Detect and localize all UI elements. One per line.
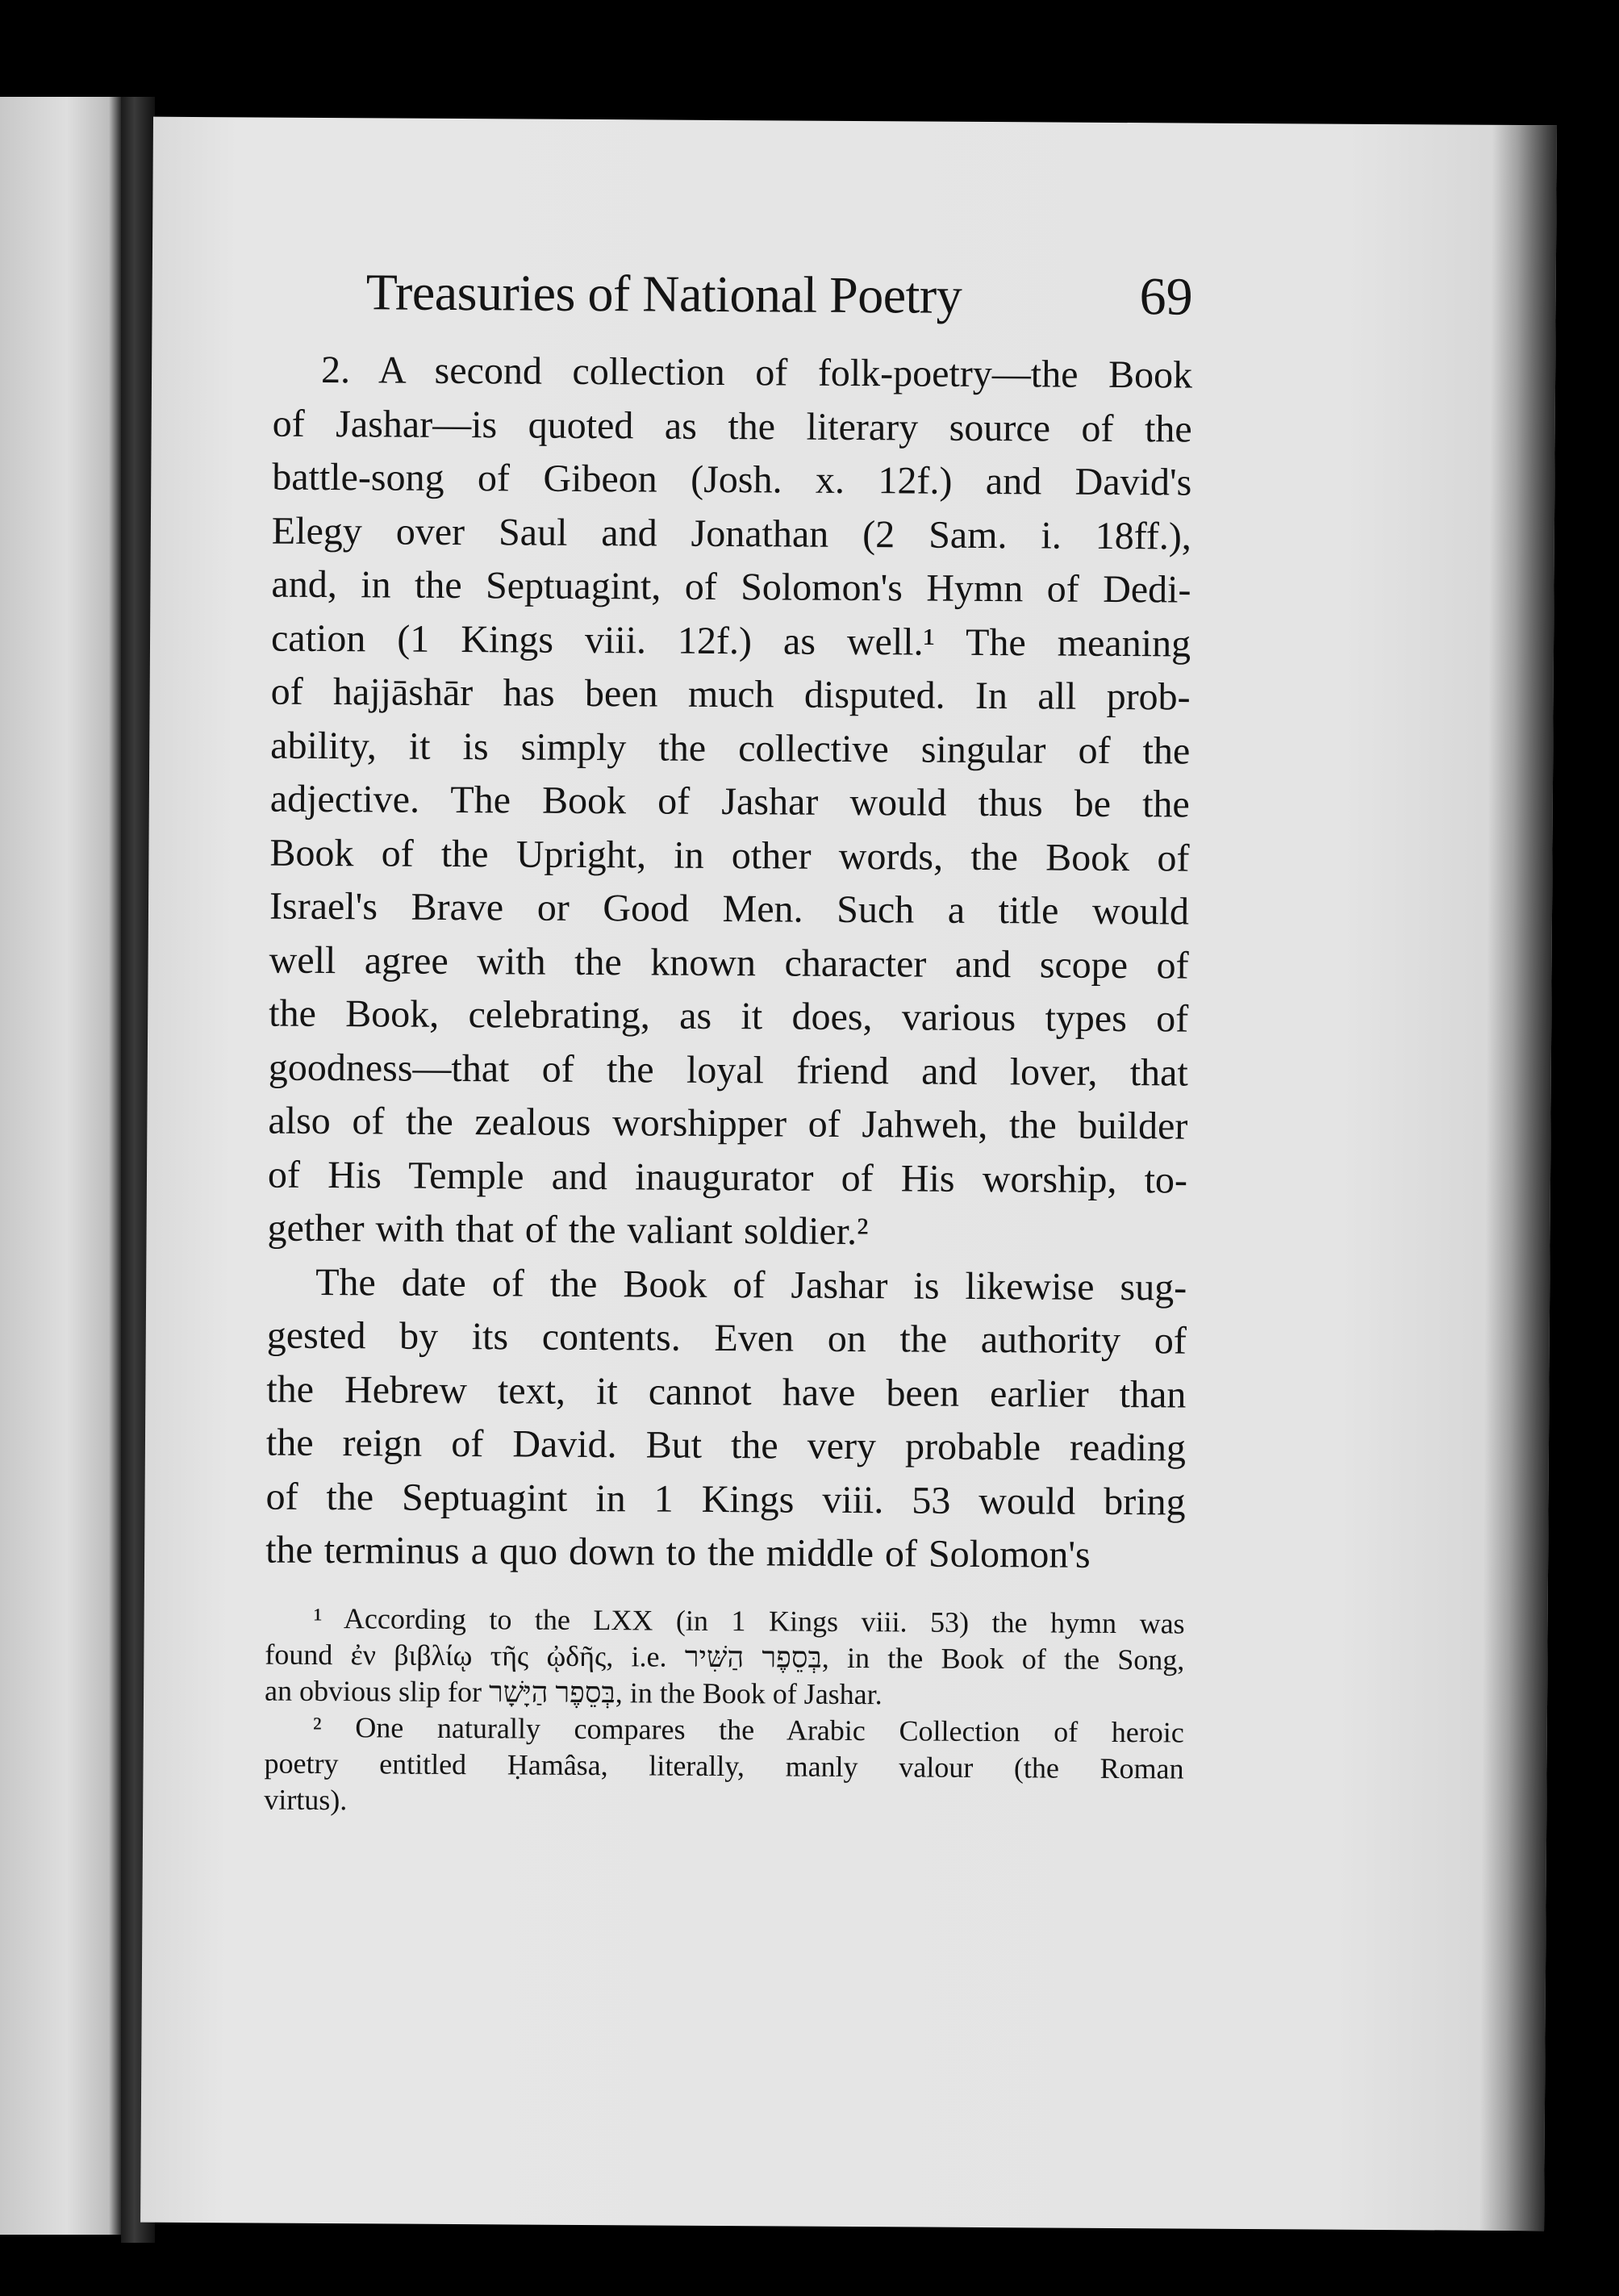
text-line: of hajjāshār has been much disputed. In all prob- [270, 670, 1191, 719]
text-line: the Book, celebrating, as it does, various types of [269, 991, 1189, 1041]
footnote-2 [264, 1709, 1184, 1823]
text-line: battle-song of Gibeon (Josh. x. 12f.) and David's [272, 455, 1192, 504]
book-page [140, 117, 1557, 2231]
text-line: ¹ According to the LXX (in 1 Kings viii. 53) the hymn was [313, 1601, 1185, 1640]
text-line: cation (1 Kings viii. 12f.) as well.¹ The meaning [270, 616, 1191, 666]
facing-page-edge [0, 97, 121, 2235]
text-line: and, in the Septuagint, of Solomon's Hymn of Dedi- [271, 562, 1191, 612]
text-line: Book of the Upright, in other words, the Book of [269, 831, 1190, 880]
text-line: The date of the Book of Jashar is likewise sug- [315, 1260, 1187, 1309]
text-line: found ἐν βιβλίῳ τῆς ᾠδῆς, i.e. בְּסֵפֶר הַשִּׁיר, in the Book of the Song, [265, 1638, 1185, 1676]
text-line: 2. A second collection of folk-poetry—the Book [320, 348, 1193, 397]
paragraph-1 [267, 344, 1192, 1261]
running-title: Treasuries of National Poetry [365, 263, 962, 324]
text-line: the terminus a quo down to the middle of Solomon's [265, 1528, 1091, 1576]
text-line: ability, it is simply the collective singular of the [270, 724, 1191, 773]
text-line: well agree with the known character and scope of [269, 938, 1189, 987]
text-line: gested by its contents. Even on the authority of [266, 1313, 1187, 1363]
page-number: 69 [1139, 267, 1193, 327]
text-line: Elegy over Saul and Jonathan (2 Sam. i. 18ff.), [271, 509, 1192, 558]
text-line: virtus). [264, 1783, 348, 1816]
body-text [265, 344, 1192, 1583]
text-line: goodness—that of the loyal friend and lover, that [268, 1046, 1188, 1095]
footnote-1 [265, 1600, 1185, 1714]
page-shadow [1479, 125, 1557, 2231]
text-line: Israel's Brave or Good Men. Such a title would [269, 884, 1190, 933]
text-line: adjective. The Book of Jashar would thus be the [269, 777, 1190, 826]
text-line: gether with that of the valiant soldier.² [267, 1206, 869, 1254]
footnotes [264, 1600, 1185, 1823]
text-line: the Hebrew text, it cannot have been earlier than [266, 1367, 1187, 1417]
paragraph-2 [265, 1255, 1187, 1583]
running-header [273, 263, 1192, 327]
text-line: ² One naturally compares the Arabic Collection of heroic [312, 1710, 1184, 1749]
text-line: an obvious slip for בְּסֵפֶר הַיָּשָׁר, in the Book of Jashar. [264, 1674, 883, 1710]
text-line: poetry entitled Ḥamâsa, literally, manly valour (the Roman [264, 1747, 1184, 1785]
text-line: of His Temple and inaugurator of His worship, to- [267, 1153, 1188, 1202]
text-line: of the Septuagint in 1 Kings viii. 53 would bring [265, 1475, 1186, 1524]
text-line: of Jashar—is quoted as the literary source of the [272, 402, 1192, 451]
page-content [264, 263, 1193, 1823]
text-line: the reign of David. But the very probable reading [265, 1421, 1187, 1470]
text-line: also of the zealous worshipper of Jahweh, the builder [268, 1099, 1188, 1148]
